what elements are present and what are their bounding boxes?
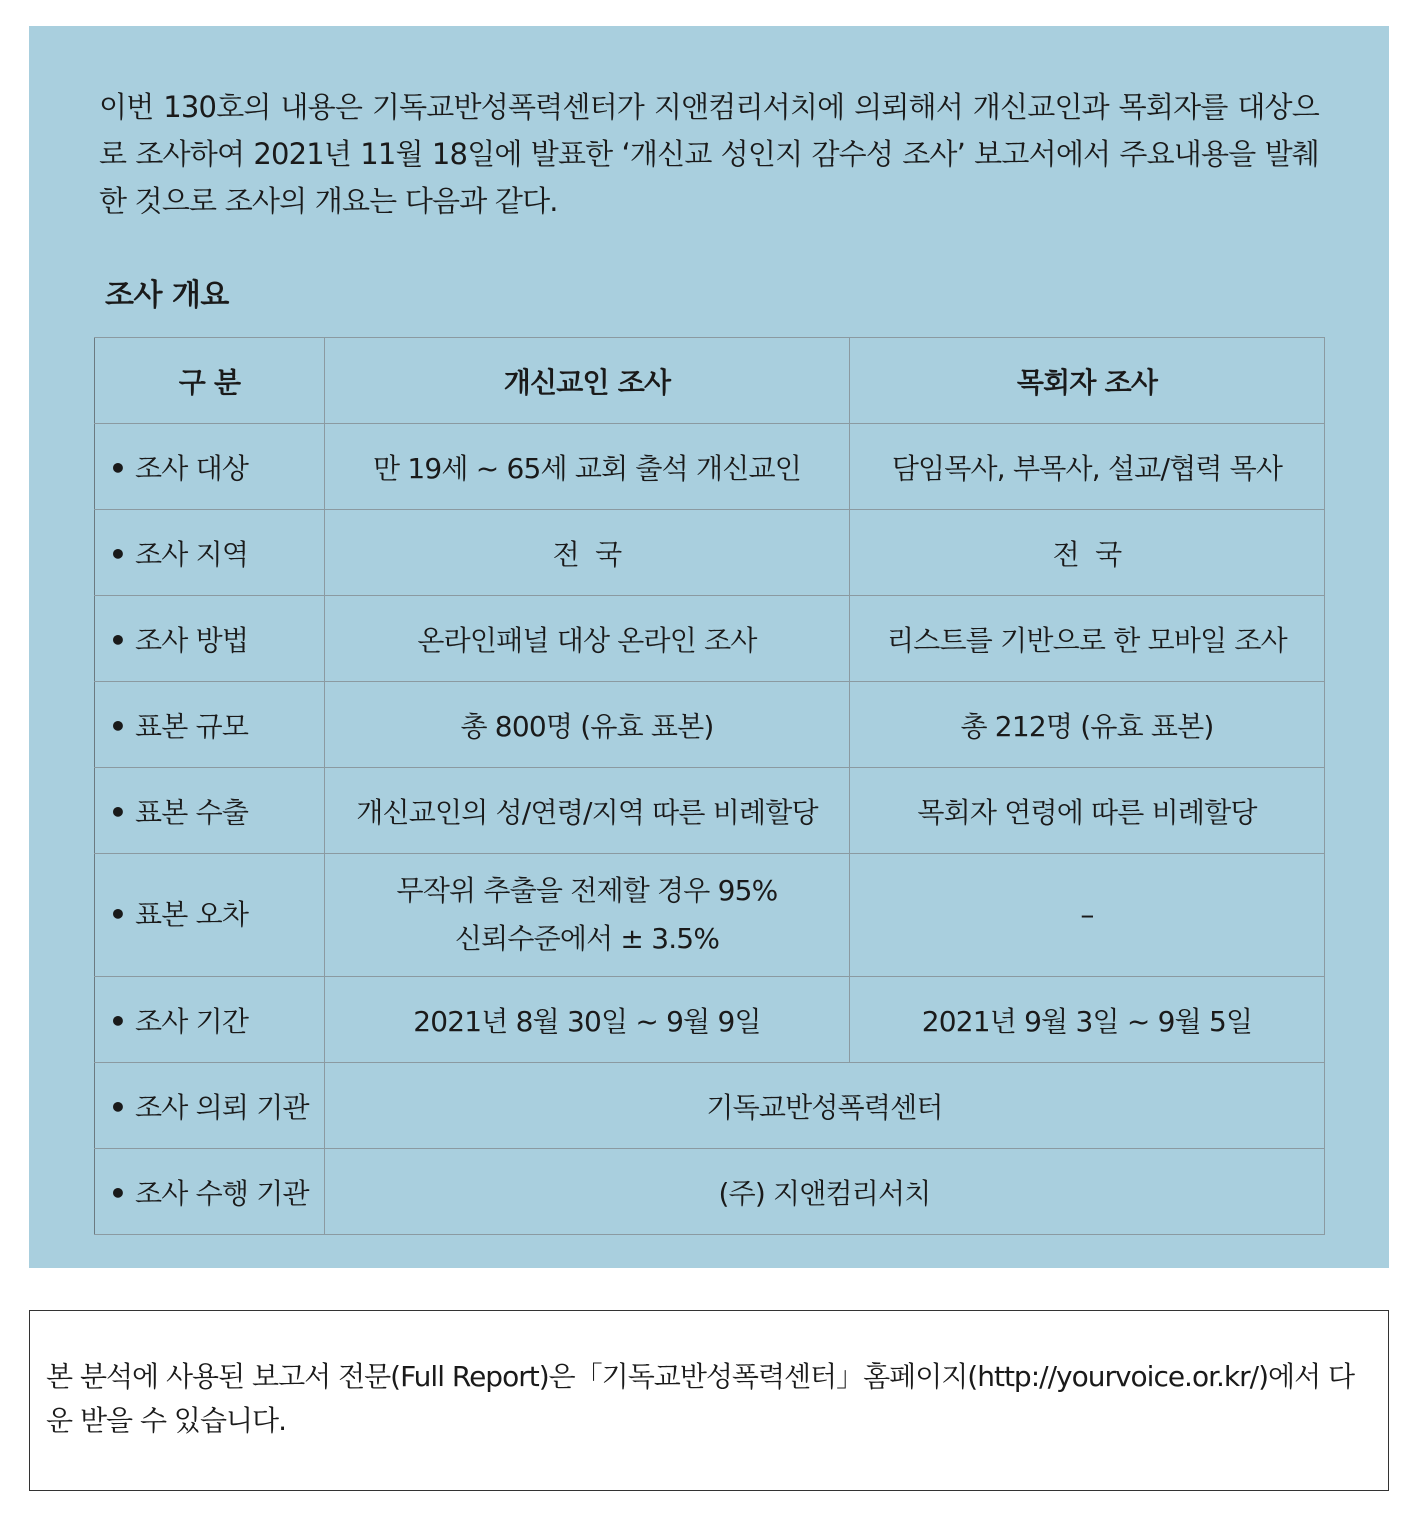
protestant-cell: 개신교인의 성/연령/지역 따른 비례할당 [325, 768, 850, 854]
bullet-icon: • [109, 537, 127, 571]
pastor-cell: 총 212명 (유효 표본) [850, 682, 1325, 768]
header-category: 구 분 [95, 338, 325, 424]
bullet-icon: • [109, 623, 127, 657]
pastor-cell: – [850, 854, 1325, 977]
protestant-cell [325, 854, 850, 977]
protestant-cell: 총 800명 (유효 표본) [325, 682, 850, 768]
header-pastor-survey: 목회자 조사 [850, 338, 1325, 424]
pastor-cell: 리스트를 기반으로 한 모바일 조사 [850, 596, 1325, 682]
row-label: • 조사 지역 [95, 510, 325, 596]
table-row [95, 1063, 1325, 1149]
table-row [95, 682, 1325, 768]
protestant-cell: 온라인패널 대상 온라인 조사 [325, 596, 850, 682]
survey-overview-table [94, 337, 1325, 1235]
table-row [95, 854, 1325, 977]
merged-cell: (주) 지앤컴리서치 [325, 1149, 1325, 1235]
bullet-icon: • [109, 1090, 127, 1124]
table-row [95, 424, 1325, 510]
cell-line: 무작위 추출을 전제할 경우 95% [396, 874, 778, 907]
table-row [95, 977, 1325, 1063]
section-title: 조사 개요 [105, 278, 229, 313]
bullet-icon: • [109, 1004, 127, 1038]
merged-cell: 기독교반성폭력센터 [325, 1063, 1325, 1149]
bullet-icon: • [109, 451, 127, 485]
row-label: • 조사 기간 [95, 977, 325, 1063]
table-header-row [95, 338, 1325, 424]
table-row [95, 596, 1325, 682]
row-label: • 조사 대상 [95, 424, 325, 510]
pastor-cell: 전 국 [850, 510, 1325, 596]
header-protestant-survey: 개신교인 조사 [325, 338, 850, 424]
row-label: • 표본 규모 [95, 682, 325, 768]
bullet-icon: • [109, 1176, 127, 1210]
pastor-cell: 2021년 9월 3일 ~ 9월 5일 [850, 977, 1325, 1063]
cell-line: 신뢰수준에서 ± 3.5% [454, 922, 720, 955]
survey-info-panel [29, 26, 1389, 1268]
table-row [95, 1149, 1325, 1235]
row-label: • 표본 수출 [95, 768, 325, 854]
bullet-icon: • [109, 898, 127, 931]
table-row [95, 510, 1325, 596]
bullet-icon: • [109, 709, 127, 743]
protestant-cell: 전 국 [325, 510, 850, 596]
report-note-box [29, 1310, 1389, 1491]
report-note-text: 본 분석에 사용된 보고서 전문(Full Report)은「기독교반성폭력센터」홈페이지(http://yourvoice.or.kr/)에서 다운 받을 수 있습니다. [46, 1360, 1355, 1437]
row-label: • 표본 오차 [95, 854, 325, 977]
row-label: • 조사 방법 [95, 596, 325, 682]
pastor-cell: 목회자 연령에 따른 비례할당 [850, 768, 1325, 854]
intro-paragraph: 이번 130호의 내용은 기독교반성폭력센터가 지앤컴리서치에 의뢰해서 개신교인과 목회자를 대상으로 조사하여 2021년 11월 18일에 발표한 ‘개신교 성인지 감수성 조사’ 보고서에서 주요내용을 발췌한 것으로 조사의 개요는 다음과 같다. [99, 90, 1319, 218]
pastor-cell: 담임목사, 부목사, 설교/협력 목사 [850, 424, 1325, 510]
protestant-cell: 2021년 8월 30일 ~ 9월 9일 [325, 977, 850, 1063]
bullet-icon: • [109, 795, 127, 829]
protestant-cell: 만 19세 ~ 65세 교회 출석 개신교인 [325, 424, 850, 510]
row-label: • 조사 수행 기관 [95, 1149, 325, 1235]
row-label: • 조사 의뢰 기관 [95, 1063, 325, 1149]
table-row [95, 768, 1325, 854]
